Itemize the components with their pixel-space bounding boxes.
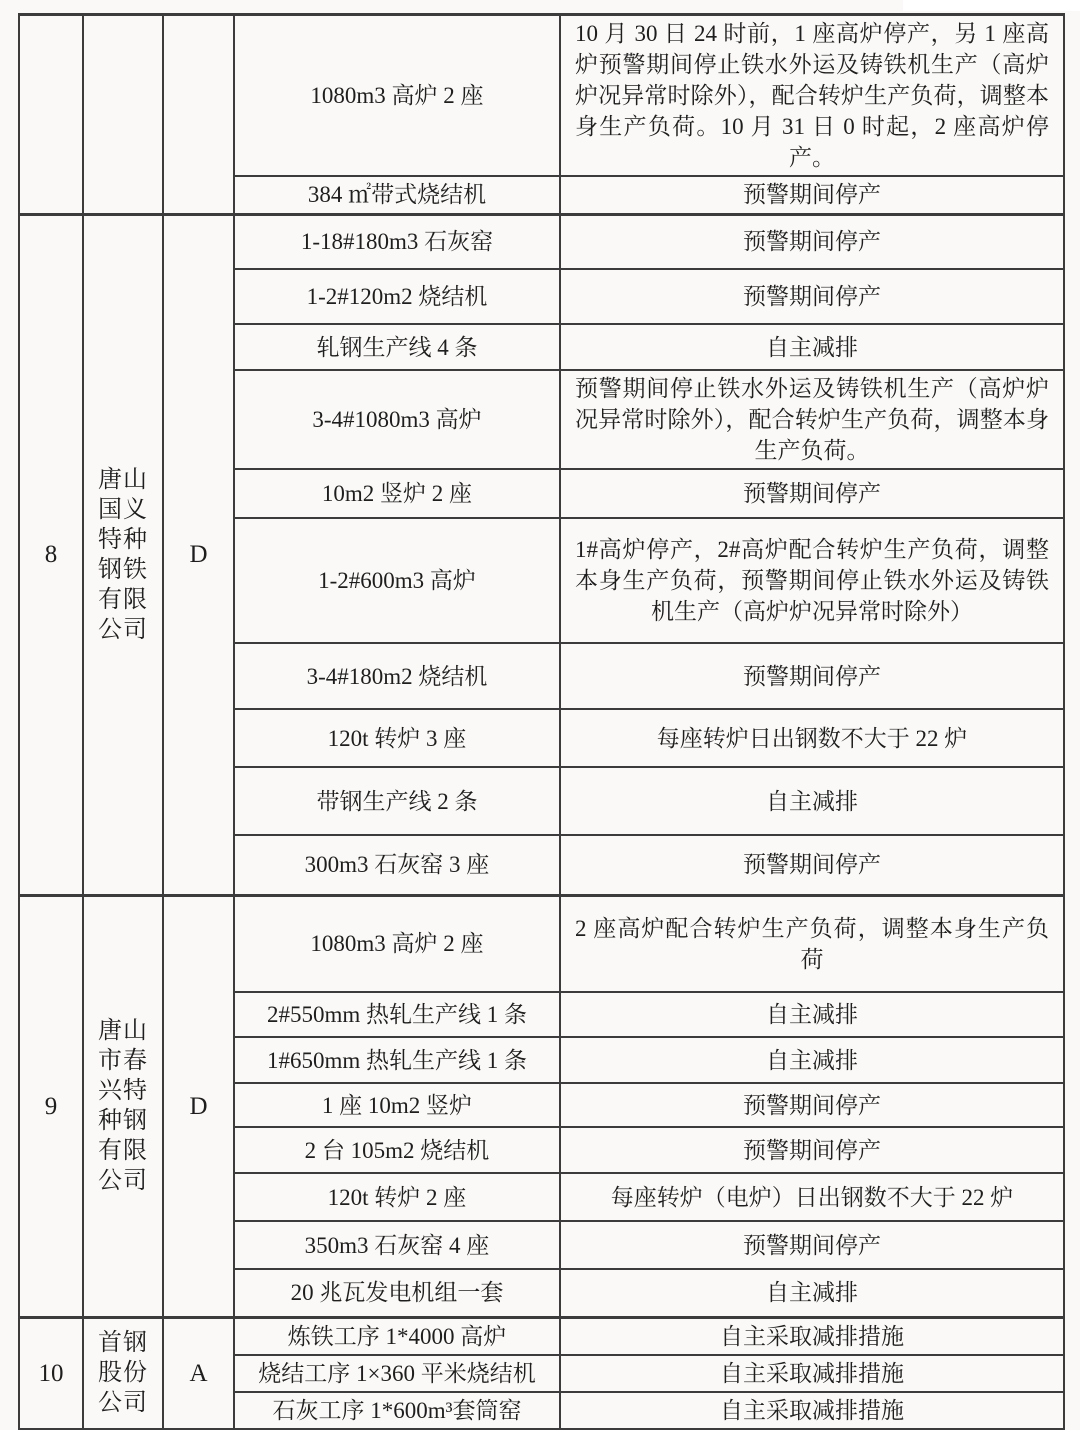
equipment-cell: 1080m3 高炉 2 座 (234, 15, 560, 177)
grade-cell (163, 15, 234, 215)
measure-cell: 预警期间停产 (560, 643, 1064, 709)
equipment-cell: 2#550mm 热轧生产线 1 条 (234, 992, 560, 1037)
measure-cell: 自主采取减排措施 (560, 1355, 1064, 1392)
equipment-cell: 120t 转炉 2 座 (234, 1173, 560, 1221)
measure-cell: 预警期间停产 (560, 1083, 1064, 1127)
equipment-cell: 2 台 105m2 烧结机 (234, 1127, 560, 1173)
row-number-cell: 10 (19, 1317, 83, 1429)
grade-cell: D (163, 895, 234, 1317)
measure-cell: 预警期间停产 (560, 835, 1064, 895)
table-row (19, 1317, 1064, 1355)
equipment-cell: 石灰工序 1*600m³套筒窑 (234, 1392, 560, 1429)
scan-artifact-strip (903, 0, 1080, 11)
equipment-cell: 1 座 10m2 竖炉 (234, 1083, 560, 1127)
measure-cell: 预警期间停产 (560, 176, 1064, 214)
equipment-cell: 轧钢生产线 4 条 (234, 324, 560, 370)
equipment-cell: 300m3 石灰窑 3 座 (234, 835, 560, 895)
measure-cell: 2 座高炉配合转炉生产负荷，调整本身生产负荷 (560, 895, 1064, 992)
measure-cell: 自主减排 (560, 767, 1064, 835)
table-row (19, 895, 1064, 992)
equipment-cell: 10m2 竖炉 2 座 (234, 469, 560, 518)
production-restriction-table (18, 13, 1065, 1430)
equipment-cell: 3-4#1080m3 高炉 (234, 370, 560, 469)
measure-cell: 预警期间停产 (560, 1221, 1064, 1269)
measure-cell: 预警期间停产 (560, 269, 1064, 324)
measure-cell: 10 月 30 日 24 时前，1 座高炉停产，另 1 座高炉预警期间停止铁水外运及铸铁机生产（高炉炉况异常时除外），配合转炉生产负荷，调整本身生产负荷。10 月 31 日 0 时起，2 座高炉停产。 (560, 15, 1064, 177)
equipment-cell: 3-4#180m2 烧结机 (234, 643, 560, 709)
measure-cell: 自主减排 (560, 1269, 1064, 1317)
measure-cell: 预警期间停止铁水外运及铸铁机生产（高炉炉况异常时除外），配合转炉生产负荷，调整本身生产负荷。 (560, 370, 1064, 469)
measure-cell: 预警期间停产 (560, 469, 1064, 518)
equipment-cell: 1#650mm 热轧生产线 1 条 (234, 1037, 560, 1083)
measure-cell: 每座转炉（电炉）日出钢数不大于 22 炉 (560, 1173, 1064, 1221)
measure-cell: 自主减排 (560, 1037, 1064, 1083)
grade-cell: A (163, 1317, 234, 1429)
equipment-cell: 1080m3 高炉 2 座 (234, 895, 560, 992)
equipment-cell: 炼铁工序 1*4000 高炉 (234, 1317, 560, 1355)
equipment-cell: 120t 转炉 3 座 (234, 709, 560, 767)
equipment-cell: 1-2#120m2 烧结机 (234, 269, 560, 324)
equipment-cell: 1-2#600m3 高炉 (234, 518, 560, 643)
company-name-cell: 唐山国义特种钢铁有限公司 (83, 214, 163, 895)
table-body (19, 15, 1064, 1429)
measure-cell: 自主采取减排措施 (560, 1392, 1064, 1429)
row-number-cell: 8 (19, 214, 83, 895)
measure-cell: 每座转炉日出钢数不大于 22 炉 (560, 709, 1064, 767)
equipment-cell: 384 ㎡带式烧结机 (234, 176, 560, 214)
measure-cell: 自主减排 (560, 324, 1064, 370)
equipment-cell: 350m3 石灰窑 4 座 (234, 1221, 560, 1269)
measure-cell: 自主采取减排措施 (560, 1317, 1064, 1355)
measure-cell: 预警期间停产 (560, 1127, 1064, 1173)
equipment-cell: 1-18#180m3 石灰窑 (234, 214, 560, 269)
company-name-cell (83, 15, 163, 215)
company-name-cell: 首钢股份公司 (83, 1317, 163, 1429)
equipment-cell: 烧结工序 1×360 平米烧结机 (234, 1355, 560, 1392)
equipment-cell: 带钢生产线 2 条 (234, 767, 560, 835)
equipment-cell: 20 兆瓦发电机组一套 (234, 1269, 560, 1317)
measure-cell: 预警期间停产 (560, 214, 1064, 269)
table-row (19, 214, 1064, 269)
measure-cell: 1#高炉停产，2#高炉配合转炉生产负荷，调整本身生产负荷，预警期间停止铁水外运及铸铁机生产（高炉炉况异常时除外） (560, 518, 1064, 643)
company-name-cell: 唐山市春兴特种钢有限公司 (83, 895, 163, 1317)
measure-cell: 自主减排 (560, 992, 1064, 1037)
grade-cell: D (163, 214, 234, 895)
row-number-cell: 9 (19, 895, 83, 1317)
table-row (19, 15, 1064, 177)
row-number-cell (19, 15, 83, 215)
